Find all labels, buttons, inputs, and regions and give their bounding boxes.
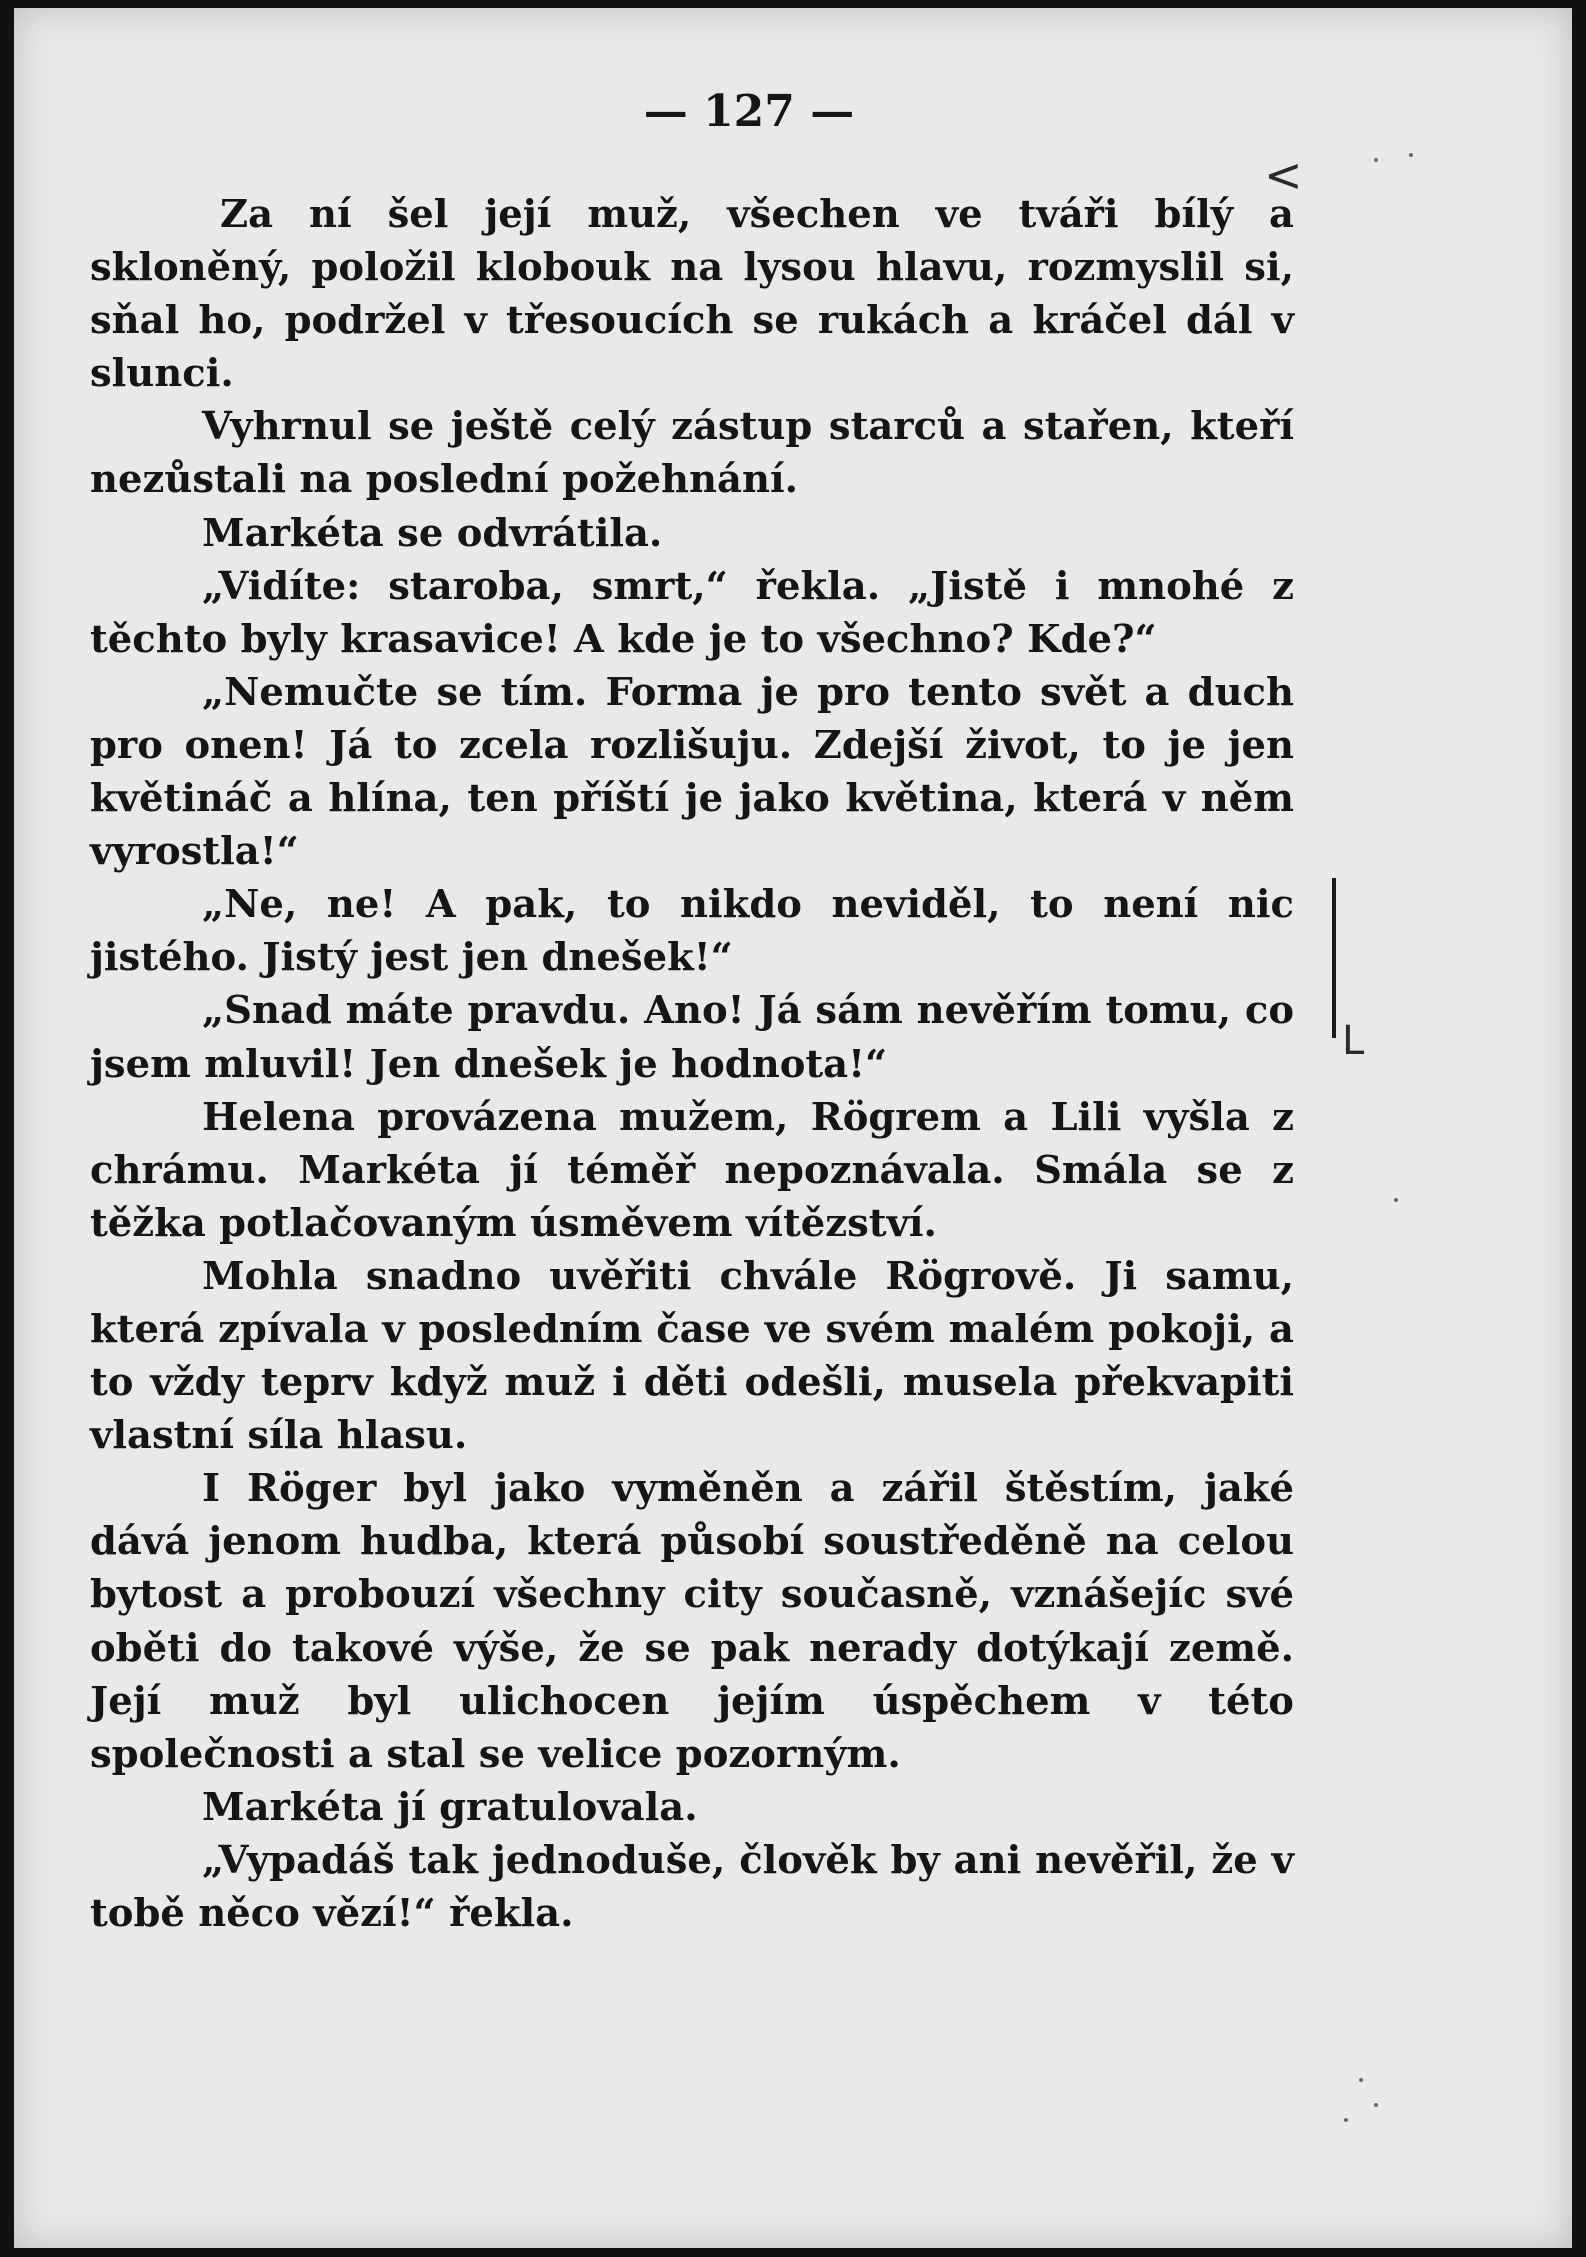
paragraph: I Röger byl jako vyměněn a zářil štěstím, jaké dává jenom hudba, která působí soustředěně na celou bytost a probouzí všechny city současně, vznášejíc své oběti do takové výše, že se pak nerady dotýkají země. Její muž byl ulichocen jejím úspěchem v této společnosti a stal se velice pozorným. (90, 1466, 1294, 1777)
paragraph: „Snad máte pravdu. Ano! Já sám nevěřím tomu, co jsem mluvil! Jen dnešek je hodnota!“ (90, 988, 1294, 1087)
paragraph: Markéta se odvrátila. (202, 510, 663, 556)
paragraph: „Vypadáš tak jednoduše, člověk by ani nevěřil, že v tobě něco vězí!“ řekla. (90, 1837, 1294, 1936)
page-number: — 127 — (643, 86, 855, 137)
margin-pencil-line (1332, 878, 1336, 1038)
paper-speck (1374, 2103, 1378, 2107)
paragraph: „Vidíte: staroba, smrt,“ řekla. „Jistě i mnohé z těchto byly krasavice! A kde je to všechno? Kde?“ (90, 563, 1294, 662)
paragraph: Mohla snadno uvěřiti chvále Rögrově. Ji samu, která zpívala v posledním čase ve svém malém pokoji, a to vždy teprv když muž i děti odešli, musela překvapiti vlastní síla hlasu. (90, 1253, 1294, 1459)
margin-pencil-mark: < (1264, 148, 1303, 202)
paragraph: „Ne, ne! A pak, to nikdo neviděl, to není nic jistého. Jistý jest jen dnešek!“ (90, 882, 1294, 981)
paper-speck (1394, 1198, 1398, 1202)
paragraph: Markéta jí gratulovala. (202, 1784, 698, 1830)
book-page (14, 8, 1572, 2248)
paper-speck (1409, 153, 1413, 157)
paper-speck (1344, 2118, 1348, 2122)
margin-pencil-hook: L (1342, 1018, 1365, 1064)
paragraph: Vyhrnul se ještě celý zástup starců a stařen, kteří nezůstali na poslední požehnání. (90, 404, 1294, 503)
paragraph: Helena provázena mužem, Rögrem a Lili vyšla z chrámu. Markéta jí téměř nepoznávala. Smála se z těžka potlačovaným úsměvem vítězství. (90, 1094, 1294, 1246)
paper-speck (1374, 158, 1378, 162)
paragraph: Za ní šel její muž, všechen ve tváři bílý a skloněný, položil klobouk na lysou hlavu, rozmyslil si, sňal ho, podržel v třesoucích se rukách a kráčel dál v slunci. (90, 192, 1294, 397)
paragraph: „Nemučte se tím. Forma je pro tento svět a duch pro onen! Já to zcela rozlišuju. Zdejší život, to je jen květináč a hlína, ten příští je jako květina, která v něm vyrostla!“ (90, 669, 1294, 875)
paper-speck (1359, 2078, 1363, 2082)
body-text (90, 188, 1294, 1940)
